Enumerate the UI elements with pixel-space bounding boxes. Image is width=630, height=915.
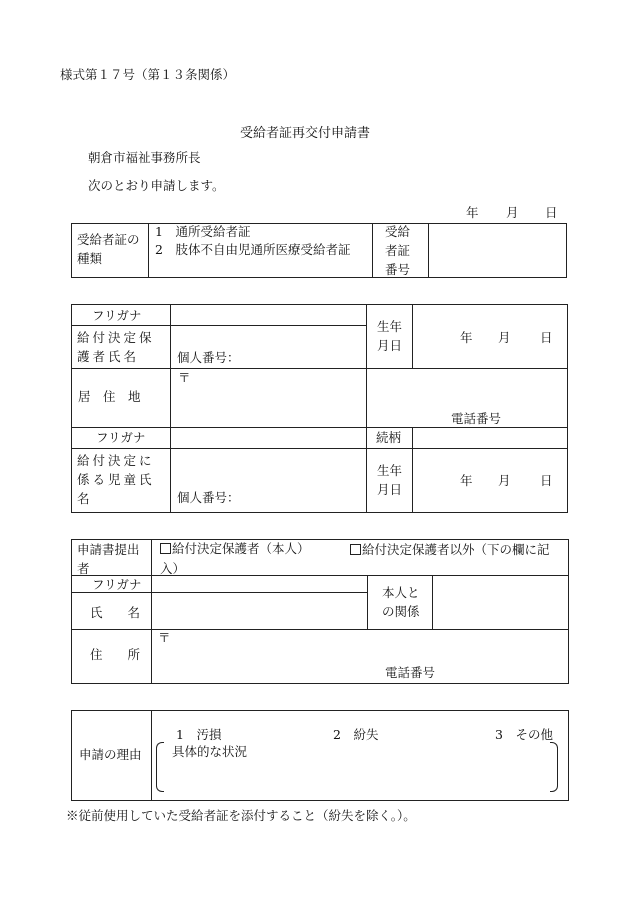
child-relation-label: 続柄 (376, 430, 402, 445)
intro-text: 次のとおり申請します。 (88, 178, 225, 193)
reason-option-lost[interactable]: 2 紛失 (333, 727, 379, 742)
child-relation-field[interactable] (416, 430, 562, 444)
guardian-furigana-label: フリガナ (92, 308, 142, 323)
option-outpatient-certificate: 1 通所受給者証 (155, 224, 251, 239)
reason-option-other[interactable]: 3 その他 (495, 727, 553, 742)
submitter-name-field[interactable] (155, 597, 363, 625)
guardian-birthdate-label: 生年月日 (377, 319, 403, 353)
child-birth-month: 月 (498, 473, 511, 488)
submitter-relation-label: 本人との関係 (382, 585, 420, 619)
date-year: 年 (466, 205, 479, 220)
submitter-label: 申請書提出者 (77, 542, 140, 576)
child-birth-year: 年 (460, 473, 473, 488)
residence-address-field[interactable] (174, 386, 554, 406)
child-furigana-field[interactable] (174, 430, 362, 444)
submitter-name-label: 氏 名 (90, 605, 141, 620)
checkbox-other[interactable] (350, 544, 361, 555)
option-other-label: 給付決定保護者以外（下の欄に記入） (160, 542, 550, 576)
reason-option-damaged[interactable]: 1 汚損 (176, 727, 222, 742)
guardian-birth-year: 年 (460, 330, 473, 345)
residence-label: 居 住 地 (78, 389, 141, 404)
form-title: 受給者証再交付申請書 (240, 126, 371, 141)
right-bracket (550, 742, 558, 792)
submitter-option-other[interactable] (160, 541, 567, 579)
child-birthdate-label: 生年月日 (377, 463, 403, 497)
submitter-address-field[interactable] (155, 646, 555, 662)
guardian-personal-number-label: 個人番号： (177, 350, 240, 365)
option-self-label: 給付決定保護者（本人） (172, 541, 310, 556)
certificate-type-label: 受給者証の種類 (77, 232, 140, 266)
child-name-label: 給付決定に係る児童氏名 (77, 453, 155, 506)
child-birth-day: 日 (540, 473, 553, 488)
footnote: ※従前使用していた受給者証を添付すること（紛失を除く。）。 (66, 808, 416, 823)
reason-label: 申請の理由 (79, 747, 142, 762)
residence-postal-mark: 〒 (178, 370, 191, 385)
guardian-furigana-field[interactable] (174, 308, 362, 322)
submitter-furigana-label: フリガナ (92, 577, 142, 592)
guardian-birth-month: 月 (498, 330, 511, 345)
residence-phone-label: 電話番号 (451, 411, 502, 426)
guardian-birth-day: 日 (540, 330, 553, 345)
certificate-number-field[interactable] (432, 228, 562, 272)
submitter-relation-field[interactable] (436, 580, 564, 625)
left-bracket (156, 742, 164, 792)
detail-label: 具体的な状況 (172, 744, 248, 759)
submitter-postal-mark: 〒 (158, 630, 171, 645)
form-number: 様式第１７号（第１３条関係） (60, 67, 236, 82)
child-personal-number-label: 個人番号： (177, 490, 240, 505)
date-month: 月 (506, 205, 519, 220)
detail-field[interactable] (172, 760, 544, 786)
date-day: 日 (545, 205, 558, 220)
child-furigana-label: フリガナ (96, 430, 146, 445)
submitter-furigana-field[interactable] (155, 577, 363, 590)
submitter-address-label: 住 所 (90, 647, 141, 662)
certificate-number-label: 受給者証番号 (385, 224, 411, 277)
submitter-phone-label: 電話番号 (385, 665, 436, 680)
option-medical-certificate: 2 肢体不自由児通所医療受給者証 (155, 242, 351, 257)
guardian-name-label: 給付決定保護者氏名 (77, 330, 155, 364)
addressee: 朝倉市福祉事務所長 (88, 150, 201, 165)
